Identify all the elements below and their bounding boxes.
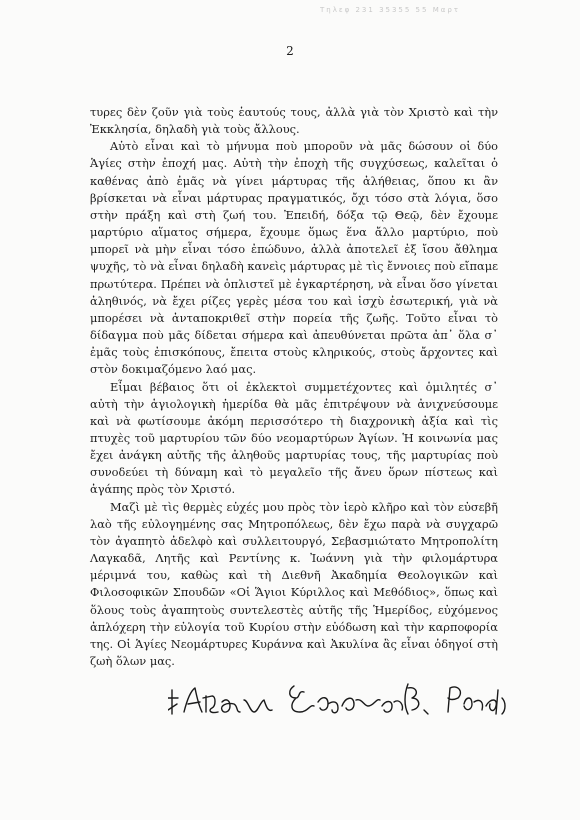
paragraph-message: Αὐτὸ εἶναι καὶ τὸ μήνυμα ποὺ μποροῦν νὰ μᾶς δώσουν οἱ δύο Ἁγίες στὴν ἐποχή μας. Αὐτὴ τὴν ἐποχὴ τῆς συγχύσεως, καλεῖται ὁ καθένας ἀπὸ ἐμᾶς νὰ γίνει μάρτυρας τῆς ἀλήθειας, ὅπου κι ἂν βρίσκεται νὰ εἶναι μάρτυρας πραγματικός, ὄχι τόσο στὰ λόγια, ὅσο στὴν πράξη καὶ στὴ ζωή του. Ἐπειδή, δόξα τῷ Θεῷ, δὲν ἔχουμε μαρτύριο αἵματος σήμερα, ἔχουμε ὅμως ἕνα ἄλλο μαρτύριο, ποὺ μπορεῖ νὰ μὴν εἶναι τόσο ἐπώδυνο, ἀλλὰ ἀποτελεῖ ἐξ ἴσου ἄθλημα ψυχῆς, τὸ νὰ εἶναι δηλαδὴ κανεὶς μάρτυρας μὲ τὶς ἔννοιες ποὺ εἴπαμε πρωτύτερα. Πρέπει νὰ ὁπλιστεῖ μὲ ἐγκαρτέρηση, νὰ εἶναι ὅσο γίνεται ἀληθινός, νὰ ἔχει ρίζες γερὲς μέσα του καὶ ἰσχὺ ἐσωτερική, γιὰ νὰ μπορέσει νὰ ἀνταποκριθεῖ στὴν πορεία τῆς ζωῆς. Τοῦτο εἶναι τὸ δίδαγμα ποὺ μᾶς δίδεται σήμερα καὶ ἀπευθύνεται πρῶτα ἀπ᾽ ὅλα σ᾽ ἐμᾶς τοὺς ἐπισκόπους, ἔπειτα στοὺς κληρικούς, στοὺς ἄρχοντες καὶ στὸν δοκιμαζόμενο λαό μας.	[90, 139, 498, 377]
paragraph-closing: Μαζὶ μὲ τὶς θερμὲς εὐχές μου πρὸς τὸν ἱερὸ κλῆρο καὶ τὸν εὐσεβῆ λαὸ τῆς εὐλογημένης σας Μητροπόλεως, δὲν ἔχω παρὰ νὰ συγχαρῶ τὸν ἀγαπητὸ ἀδελφὸ καὶ συλλειτουργό, Σεβασμιώτατο Μητροπολίτη Λαγκαδᾶ, Λητῆς καὶ Ρεντίνης κ. Ἰωάννη γιὰ τὴν φιλομάρτυρα μέριμνά του, καθὼς καὶ τὴ Διεθνῆ Ἀκαδημία Θεολογικῶν καὶ Φιλοσοφικῶν Σπουδῶν «Οἱ Ἅγιοι Κύριλλος καὶ Μεθόδιος», ὅπως καὶ ὅλους τοὺς ἀγαπητοὺς συντελεστὲς αὐτῆς τῆς Ἡμερίδος, εὐχόμενος ἀπλόχερη τὴν εὐλογία τοῦ Κυρίου στὴν εὐόδωση καὶ τὴν καρποφορία της. Οἱ Ἁγίες Νεομάρτυρες Κυράννα καὶ Ἀκυλίνα ἂς εἶναι ὁδηγοί στὴ ζωὴ ὅλων μας.	[90, 499, 498, 668]
handwritten-signature	[168, 676, 508, 722]
paragraph-conference: Εἶμαι βέβαιος ὅτι οἱ ἐκλεκτοὶ συμμετέχοντες καὶ ὁμιλητές σ᾽ αὐτὴ τὴν ἁγιολογικὴ ἡμερίδα θὰ μᾶς ἐπιτρέψουν νὰ ἀνιχνεύσουμε καὶ νὰ φωτίσουμε ἀκόμη περισσότερο τὴ διαχρονικὴ ἀξία καὶ τὶς πτυχὲς τοῦ μαρτυρίου τῶν δύο νεομαρτύρων Ἁγίων. Ἡ κοινωνία μας ἔχει ἀνάγκη αὐτῆς τῆς ἀληθοῦς μαρτυρίας τους, τῆς μαρτυρίας ποὺ συνοδεύει τὴ δύναμη καὶ τὸ μεγαλεῖο τῆς ἄνευ ὅρων πίστεως καὶ ἀγάπης πρὸς τὸν Χριστό.	[90, 379, 498, 497]
paragraph-continuation: τυρες δὲν ζοῦν γιὰ τοὺς ἑαυτούς τους, ἀλλὰ γιὰ τὸν Χριστὸ καὶ τὴν Ἐκκλησία, δηλαδὴ γιὰ τοὺς ἄλλους.	[90, 105, 498, 137]
letter-body	[90, 104, 498, 670]
scan-header: Τηλεφ 231 35355 55 Μαρτ	[320, 6, 461, 14]
signature-scribble-icon	[168, 676, 508, 722]
page-number: 2	[286, 44, 294, 58]
